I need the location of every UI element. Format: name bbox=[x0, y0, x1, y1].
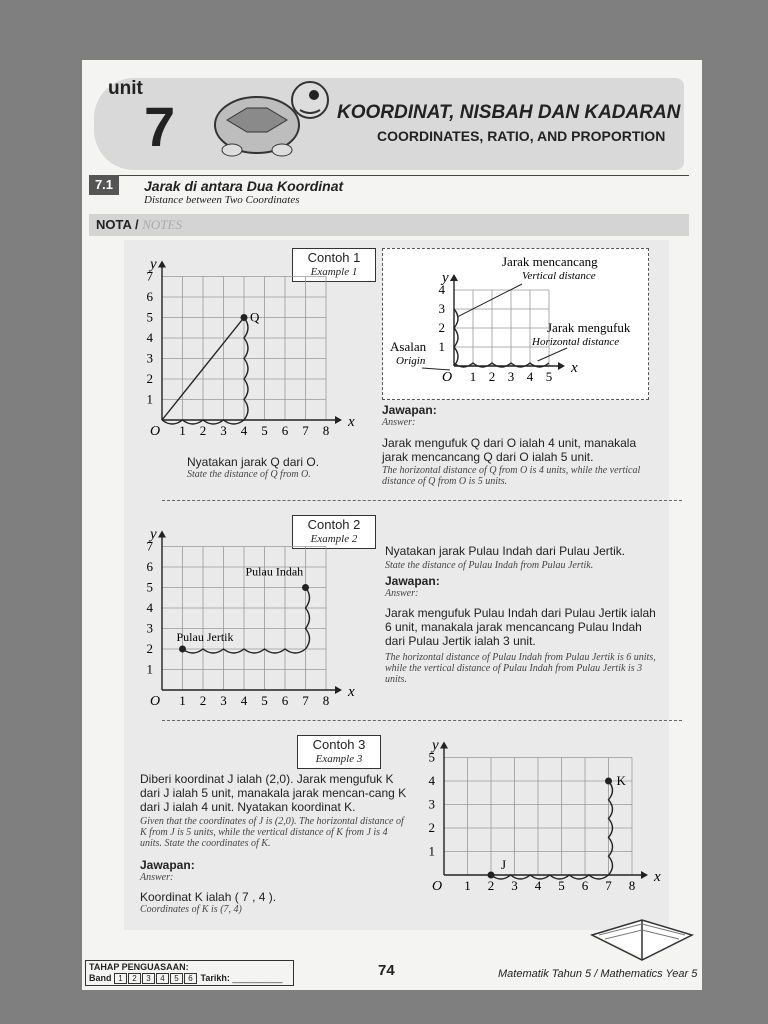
section-title-ms: Jarak di antara Dua Koordinat bbox=[144, 178, 344, 194]
ex1-point-q bbox=[241, 314, 248, 321]
ex2-y-tick: 4 bbox=[146, 600, 153, 615]
diag-origin-label: O bbox=[442, 370, 453, 385]
diag-y-label: y bbox=[442, 270, 449, 286]
ex3-x-tick: 2 bbox=[487, 878, 495, 893]
mastery-label: TAHAP PENGUASAAN: bbox=[89, 962, 189, 972]
ex1-x-tick: 6 bbox=[281, 423, 289, 438]
ex1-x-tick: 2 bbox=[199, 423, 207, 438]
example3-answer-label-en: Answer: bbox=[140, 872, 174, 883]
example1-answer: Jarak mengufuk Q dari O ialah 4 unit, manakala jarak mencancang Q dari O ialah 5 unit. bbox=[382, 436, 637, 464]
book-illustration bbox=[587, 890, 697, 970]
example1-answer-en: The horizontal distance of Q from O is 4 units, while the vertical distance of Q from O is 5 units. bbox=[382, 465, 641, 487]
example1-answer-label-en: Answer: bbox=[382, 417, 416, 428]
example2-answer: Jarak mengufuk Pulau Indah dari Pulau Jertik ialah 6 unit, manakala jarak mencancang Pulau Indah dari Pulau Jertik ialah 3 unit. bbox=[385, 606, 656, 648]
diag-y-tick: 1 bbox=[438, 339, 445, 354]
ex3-x-tick: 1 bbox=[464, 878, 471, 893]
ex1-x-tick: 5 bbox=[261, 423, 268, 438]
ex3-point-j bbox=[488, 872, 495, 879]
diag-origin-pointer bbox=[422, 368, 450, 370]
diag-vertical-label: Jarak mencancang bbox=[502, 254, 598, 269]
ex2-y-tick: 7 bbox=[146, 538, 153, 554]
ex1-y-tick: 2 bbox=[146, 371, 153, 386]
notes-label: NOTA / NOTES bbox=[96, 217, 182, 232]
example2-graph bbox=[130, 528, 370, 718]
section-rule bbox=[89, 175, 689, 176]
example2-answer-label: Jawapan: bbox=[385, 574, 440, 588]
ex1-x-tick: 7 bbox=[302, 423, 309, 438]
ex3-x-label: x bbox=[654, 869, 661, 885]
ex3-point-j-label: J bbox=[501, 857, 507, 872]
diag-x-tick: 4 bbox=[526, 369, 534, 384]
worksheet-page bbox=[82, 60, 702, 990]
diag-horizontal-label: Jarak mengufuk bbox=[547, 320, 631, 335]
example3-question-en: Given that the coordinates of J is (2,0). The horizontal distance of K from J is 5 units, while the vertical distance of K from J is 4 units. State the coordinates of K. bbox=[140, 816, 404, 849]
turtle-illustration bbox=[202, 70, 342, 160]
ex2-y-label: y bbox=[150, 528, 157, 543]
diag-x-arrow bbox=[558, 362, 565, 370]
ex3-point-k bbox=[605, 778, 612, 785]
ex1-y-tick: 7 bbox=[146, 268, 153, 284]
divider-2 bbox=[162, 720, 682, 721]
ex3-y-arrow bbox=[440, 742, 448, 749]
divider-1 bbox=[162, 500, 682, 501]
diag-origin-label-en: Origin bbox=[396, 355, 426, 367]
example1-question-en: State the distance of Q from O. bbox=[187, 469, 311, 480]
band-label: Band bbox=[89, 973, 112, 983]
ex3-y-tick: 4 bbox=[428, 773, 435, 788]
unit-banner bbox=[94, 78, 684, 170]
example1-question: Nyatakan jarak Q dari O. bbox=[187, 455, 320, 469]
notes-label-en: NOTES bbox=[142, 217, 182, 232]
diag-y-tick: 3 bbox=[438, 301, 445, 316]
diag-x-label: x bbox=[571, 360, 578, 376]
ex3-y-tick: 5 bbox=[428, 749, 435, 765]
ex3-x-tick: 3 bbox=[511, 878, 518, 893]
ex1-y-tick: 5 bbox=[146, 309, 153, 325]
ex2-x-tick: 5 bbox=[261, 693, 268, 708]
band-cell[interactable]: 1 bbox=[114, 973, 127, 984]
page-number: 74 bbox=[378, 962, 395, 979]
band-cells bbox=[114, 973, 198, 983]
diag-x-tick: 3 bbox=[507, 369, 515, 384]
band-cell[interactable]: 2 bbox=[128, 973, 141, 984]
diag-y-tick: 2 bbox=[438, 320, 445, 335]
ex3-y-tick: 2 bbox=[428, 820, 435, 835]
ex1-x-tick: 3 bbox=[220, 423, 227, 438]
diag-horizontal-label-en: Horizontal distance bbox=[532, 336, 620, 348]
ex2-x-tick: 8 bbox=[322, 693, 330, 708]
ex2-y-tick: 5 bbox=[146, 579, 153, 595]
example3-graph bbox=[412, 725, 672, 915]
section-number: 7.1 bbox=[89, 175, 119, 195]
band-cell[interactable]: 4 bbox=[156, 973, 169, 984]
ex3-horizontal-path bbox=[491, 875, 609, 879]
ex1-point-q-label: Q bbox=[250, 309, 260, 325]
diag-x-tick: 5 bbox=[545, 369, 553, 384]
band-cell[interactable]: 6 bbox=[184, 973, 197, 984]
example2-caption: Contoh 2 Example 2 bbox=[292, 515, 376, 549]
ex2-point-indah bbox=[302, 584, 309, 591]
ex2-y-tick: 2 bbox=[146, 641, 153, 656]
ex3-x-tick: 4 bbox=[534, 878, 542, 893]
unit-title-en: COORDINATES, RATIO, AND PROPORTION bbox=[377, 128, 666, 144]
ex1-y-tick: 3 bbox=[146, 350, 153, 366]
example3-answer-label: Jawapan: bbox=[140, 858, 195, 872]
diag-horizontal-path bbox=[454, 363, 549, 367]
ex3-x-tick: 5 bbox=[558, 878, 565, 893]
ex2-point-indah-label: Pulau Indah bbox=[245, 564, 304, 579]
ex1-x-label: x bbox=[348, 414, 355, 430]
ex2-x-arrow bbox=[335, 686, 342, 694]
ex3-y-label: y bbox=[432, 737, 439, 754]
ex3-point-k-label: K bbox=[616, 773, 626, 788]
ex2-y-tick: 1 bbox=[146, 661, 153, 677]
book-title: Matematik Tahun 5 / Mathematics Year 5 bbox=[498, 968, 698, 980]
ex2-y-tick: 3 bbox=[146, 620, 153, 636]
ex1-x-tick: 8 bbox=[322, 423, 330, 438]
ex2-point-jertik-label: Pulau Jertik bbox=[176, 630, 234, 644]
ex1-x-tick: 1 bbox=[179, 423, 186, 438]
diag-x-tick: 1 bbox=[469, 369, 477, 384]
example2-question-en: State the distance of Pulau Indah from Pulau Jertik. bbox=[385, 560, 594, 571]
example3-answer-en: Coordinates of K is (7, 4) bbox=[140, 904, 242, 915]
ex3-x-tick: 6 bbox=[581, 878, 589, 893]
diag-x-tick: 2 bbox=[488, 369, 496, 384]
ex3-y-tick: 1 bbox=[428, 843, 435, 859]
ex2-x-tick: 1 bbox=[179, 693, 186, 708]
ex2-x-label: x bbox=[348, 684, 355, 700]
band-cell[interactable]: 3 bbox=[142, 973, 155, 984]
diag-vertical-label-en: Vertical distance bbox=[522, 270, 596, 282]
example3-caption: Contoh 3 Example 3 bbox=[297, 735, 381, 769]
ex1-y-tick: 6 bbox=[146, 289, 153, 304]
ex1-y-label: y bbox=[150, 258, 157, 273]
unit-number: 7 bbox=[144, 95, 176, 158]
diag-origin-label: Asalan bbox=[390, 339, 427, 354]
diag-vertical-pointer bbox=[458, 284, 522, 317]
ex1-y-tick: 4 bbox=[146, 330, 153, 345]
diag-y-tick: 4 bbox=[438, 282, 445, 297]
ex2-x-tick: 3 bbox=[220, 693, 227, 708]
diag-horizontal-pointer bbox=[538, 348, 567, 361]
section-title-en: Distance between Two Coordinates bbox=[144, 194, 300, 206]
example2-answer-label-en: Answer: bbox=[385, 588, 419, 599]
ex2-vertical-path bbox=[306, 588, 310, 650]
ex3-x-tick: 7 bbox=[605, 878, 612, 893]
ex3-x-tick: 8 bbox=[628, 878, 636, 893]
ex1-x-tick: 4 bbox=[240, 423, 248, 438]
band-cell[interactable]: 5 bbox=[170, 973, 183, 984]
ex1-origin-label: O bbox=[150, 424, 161, 439]
ex3-x-arrow bbox=[641, 871, 648, 879]
example1-diagram bbox=[382, 248, 647, 398]
ex2-y-arrow bbox=[158, 531, 166, 538]
ex2-x-tick: 4 bbox=[240, 693, 248, 708]
example1-graph bbox=[130, 258, 370, 448]
ex1-y-tick: 1 bbox=[146, 391, 153, 407]
ex2-point-jertik bbox=[179, 646, 186, 653]
ex1-x-arrow bbox=[335, 416, 342, 424]
ex2-x-tick: 6 bbox=[281, 693, 289, 708]
example3-question: Diberi koordinat J ialah (2,0). Jarak mengufuk K dari J ialah 5 unit, manakala jarak mencan-cang K dari J ialah 4 unit. Nyatakan koordinat K. bbox=[140, 772, 407, 814]
ex2-y-tick: 6 bbox=[146, 559, 153, 574]
ex2-origin-label: O bbox=[150, 694, 161, 709]
example1-answer-label: Jawapan: bbox=[382, 403, 437, 417]
ex1-y-arrow bbox=[158, 261, 166, 268]
ex3-y-tick: 3 bbox=[428, 796, 435, 812]
ex1-vertical-path bbox=[244, 318, 248, 421]
unit-title-ms: KOORDINAT, NISBAH DAN KADARAN bbox=[337, 102, 681, 123]
ex2-x-tick: 2 bbox=[199, 693, 207, 708]
date-field[interactable]: __________ bbox=[232, 973, 283, 983]
example3-answer: Koordinat K ialah ( 7 , 4 ). bbox=[140, 890, 277, 904]
mastery-box bbox=[85, 960, 294, 986]
example1-caption: Contoh 1 Example 1 bbox=[292, 248, 376, 282]
ex3-origin-label: O bbox=[432, 879, 443, 894]
diag-y-arrow bbox=[450, 274, 458, 281]
date-label: Tarikh: bbox=[200, 973, 230, 983]
example2-answer-en: The horizontal distance of Pulau Indah from Pulau Jertik is 6 units, while the vertical distance of Pulau Indah from Pulau Jertik is 3 units. bbox=[385, 652, 656, 685]
example2-question: Nyatakan jarak Pulau Indah dari Pulau Jertik. bbox=[385, 544, 626, 558]
unit-word: unit bbox=[108, 78, 143, 99]
ex2-x-tick: 7 bbox=[302, 693, 309, 708]
